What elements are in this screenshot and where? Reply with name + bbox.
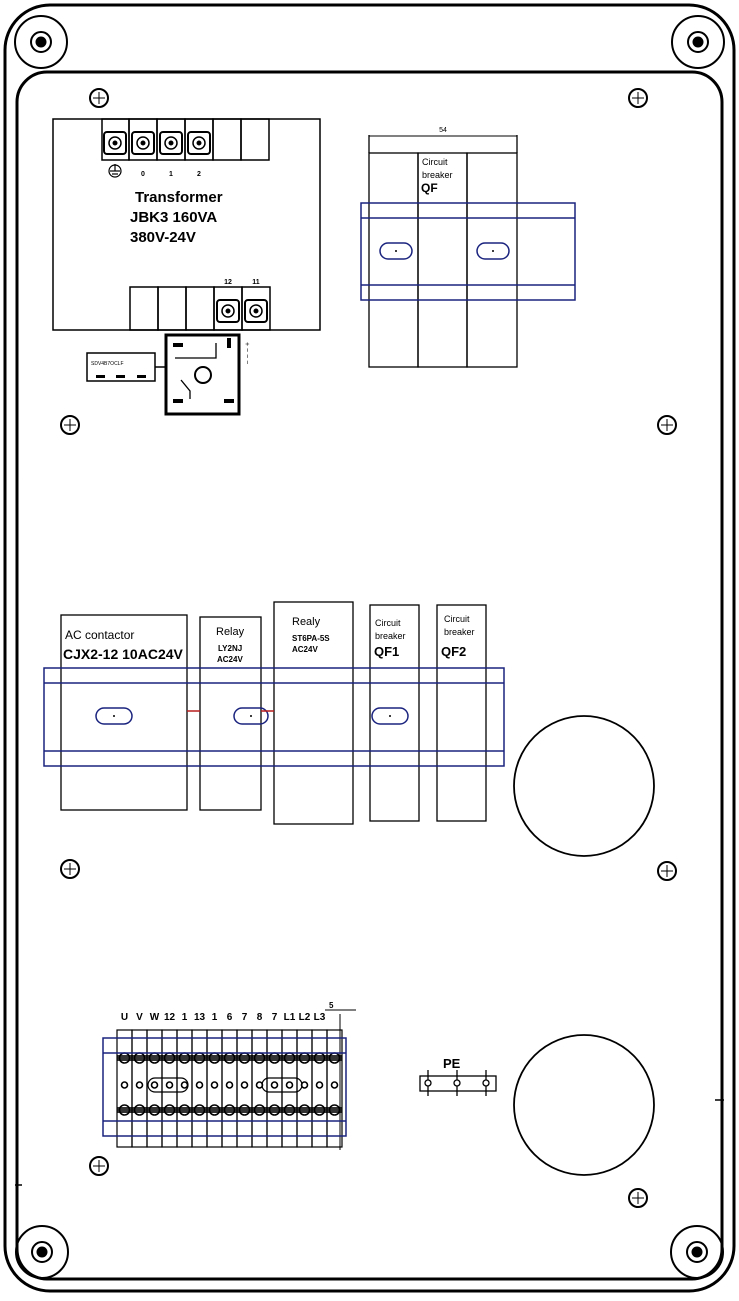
relay1-model: LY2NJ bbox=[218, 644, 243, 653]
breaker-qf2-line2: breaker bbox=[444, 627, 475, 637]
screw-icon bbox=[61, 860, 79, 878]
screw-icon bbox=[658, 862, 676, 880]
breaker-qf1 bbox=[370, 605, 419, 821]
rectifier-side-text: + ~ ~ − bbox=[243, 342, 250, 365]
terminal-label: 7 bbox=[241, 1012, 248, 1023]
breaker-qf2 bbox=[437, 605, 486, 821]
cable-entry-hole bbox=[514, 1035, 654, 1175]
terminal-dimension bbox=[325, 1001, 356, 1150]
relay2-voltage: AC24V bbox=[292, 645, 318, 654]
transformer-model: JBK3 160VA bbox=[130, 209, 218, 226]
breaker-qf1-name: QF1 bbox=[374, 644, 400, 659]
screw-icon bbox=[629, 89, 647, 107]
transformer-top-terminals bbox=[102, 119, 269, 160]
breaker-qf-line2: breaker bbox=[422, 170, 453, 180]
terminal-label: 7 bbox=[271, 1012, 278, 1023]
bridge-rectifier bbox=[87, 335, 250, 414]
ground-icon bbox=[109, 164, 121, 177]
terminal-cell bbox=[132, 1030, 147, 1147]
corner-hole-icon bbox=[671, 1226, 723, 1278]
breaker-qf2-line1: Circuit bbox=[444, 614, 470, 624]
cable-entry-hole bbox=[514, 716, 654, 856]
terminal-label: 13 bbox=[193, 1012, 206, 1023]
terminal-label: 6 bbox=[226, 1012, 233, 1023]
terminal-cell bbox=[162, 1030, 177, 1147]
terminal-label: L3 bbox=[313, 1012, 326, 1023]
relay1-voltage: AC24V bbox=[217, 655, 243, 664]
terminal-cell bbox=[222, 1030, 237, 1147]
terminal-labels bbox=[121, 1012, 326, 1023]
relay-st6pa bbox=[274, 602, 353, 824]
terminal-cell bbox=[177, 1030, 192, 1147]
din-rail-top bbox=[361, 203, 575, 300]
corner-hole-icon bbox=[15, 16, 67, 68]
relay2-model: ST6PA-5S bbox=[292, 634, 330, 643]
breaker-qf-name: QF bbox=[421, 181, 438, 195]
relay-ly2nj bbox=[200, 617, 261, 810]
top-terminal-label: 2 bbox=[197, 171, 201, 178]
transformer-bottom-terminals bbox=[130, 287, 270, 330]
relay2-title: Realy bbox=[292, 616, 321, 628]
screw-icon bbox=[61, 416, 79, 434]
terminal-cell bbox=[237, 1030, 252, 1147]
terminal-cell bbox=[192, 1030, 207, 1147]
terminal-cell bbox=[312, 1030, 327, 1147]
screw-icon bbox=[629, 1189, 647, 1207]
terminal-cell bbox=[267, 1030, 282, 1147]
terminal-cell bbox=[297, 1030, 312, 1147]
transformer bbox=[53, 119, 320, 330]
screw-icon bbox=[658, 416, 676, 434]
screw-icon bbox=[90, 1157, 108, 1175]
dimension-label: 54 bbox=[439, 127, 447, 134]
bottom-terminal-label: 11 bbox=[252, 279, 260, 286]
breaker-qf1-line1: Circuit bbox=[375, 618, 401, 628]
transformer-title: Transformer bbox=[135, 189, 223, 206]
breaker-qf2-name: QF2 bbox=[441, 644, 467, 659]
ac-contactor bbox=[61, 615, 187, 810]
contactor-title: AC contactor bbox=[65, 628, 135, 642]
terminal-label: L1 bbox=[283, 1012, 296, 1023]
terminal-cell bbox=[207, 1030, 222, 1147]
terminal-label: 8 bbox=[256, 1012, 263, 1023]
terminal-cell bbox=[117, 1030, 132, 1147]
breaker-qf-line1: Circuit bbox=[422, 157, 448, 167]
terminal-dimension-label: 5 bbox=[329, 1001, 334, 1010]
rectifier-label: SDV4B7OCLF bbox=[91, 361, 124, 367]
transformer-voltage: 380V-24V bbox=[130, 229, 196, 246]
pe-label: PE bbox=[443, 1056, 461, 1071]
top-terminal-label: 0 bbox=[141, 171, 145, 178]
terminal-label: U bbox=[120, 1012, 129, 1023]
terminal-cell bbox=[282, 1030, 297, 1147]
contactor-model: CJX2-12 10AC24V bbox=[63, 646, 183, 662]
terminal-block bbox=[103, 1001, 356, 1150]
relay1-title: Relay bbox=[216, 626, 245, 638]
corner-hole-icon bbox=[16, 1226, 68, 1278]
terminal-label: V bbox=[136, 1012, 143, 1023]
corner-hole-icon bbox=[672, 16, 724, 68]
bottom-terminal-label: 12 bbox=[224, 279, 232, 286]
screw-icon bbox=[90, 89, 108, 107]
terminal-jumpers bbox=[148, 1078, 302, 1092]
terminal-cells bbox=[117, 1030, 342, 1147]
breaker-qf bbox=[369, 127, 517, 367]
terminal-label: 12 bbox=[163, 1012, 176, 1023]
din-rail-bottom bbox=[103, 1038, 346, 1136]
top-terminal-label: 1 bbox=[169, 171, 173, 178]
terminal-label: 1 bbox=[211, 1012, 218, 1023]
terminal-label: W bbox=[149, 1012, 160, 1023]
terminal-label: 1 bbox=[181, 1012, 188, 1023]
breaker-qf1-line2: breaker bbox=[375, 631, 406, 641]
terminal-label: L2 bbox=[298, 1012, 311, 1023]
terminal-cell bbox=[252, 1030, 267, 1147]
pe-bar bbox=[420, 1056, 496, 1096]
